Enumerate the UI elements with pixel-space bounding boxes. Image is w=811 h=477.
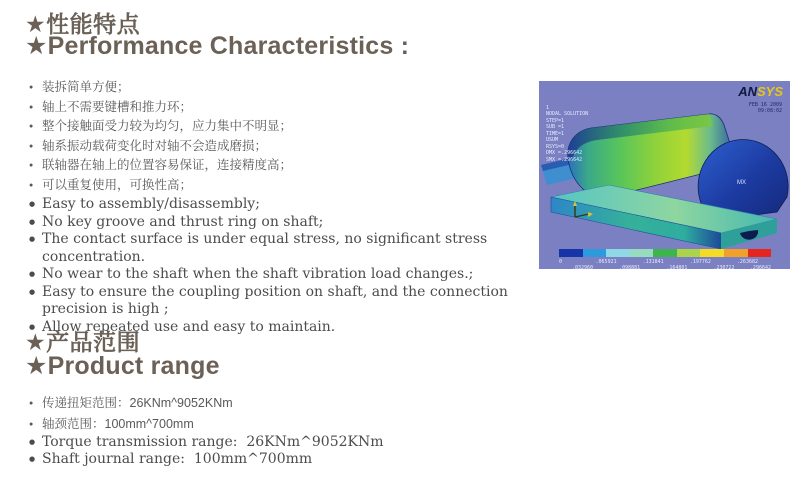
colorbar-label: .164801 <box>666 265 688 269</box>
performance-bullets-en <box>29 196 529 336</box>
bullet-item-en: ● Easy to ensure the coupling position on shaft, and the connection precision is high ; <box>29 284 529 319</box>
bullet-item-zh: ● 可以重复使用，可换性高； <box>29 176 509 196</box>
colorbar-segment <box>630 249 654 257</box>
ansys-header-text <box>546 85 588 163</box>
ansys-simulation-image <box>539 81 790 269</box>
colorbar-label: 0 <box>559 259 563 265</box>
colorbar-label: .197762 <box>689 259 711 265</box>
colorbar-segment <box>748 249 772 257</box>
colorbar-label: .230722 <box>713 265 735 269</box>
ansys-header-line: STEP=1 <box>546 117 565 124</box>
colorbar-label: .131841 <box>642 259 664 265</box>
bullet-item-zh: ● 轴上不需要键槽和推力环； <box>29 98 509 118</box>
performance-bullets-zh <box>29 78 509 195</box>
bullet-item-en: ● Allow repeated use and easy to maintain. <box>29 319 529 337</box>
ansys-logo-sys: SYS <box>756 84 783 99</box>
bullet-item-zh: ● 联轴器在轴上的位置容易保证，连接精度高； <box>29 156 509 176</box>
bullet-item-zh: ● 轴颈范围：100mm^700mm <box>29 414 449 435</box>
colorbar-segment <box>677 249 701 257</box>
bullet-item-zh: ● 整个接触面受力较为均匀，应力集中不明显； <box>29 117 509 137</box>
colorbar-segment <box>606 249 630 257</box>
colorbar-segment <box>583 249 607 257</box>
bullet-item-en: ● Easy to assembly/disassembly; <box>29 196 529 214</box>
colorbar-label: .032960 <box>571 265 594 269</box>
ansys-header-line: SMX =.296642 <box>546 156 583 163</box>
max-displacement-label: MX <box>737 180 746 186</box>
colorbar-label: .263682 <box>736 259 758 265</box>
bullet-item-en: ● Shaft journal range: 100mm^700mm <box>29 451 479 468</box>
colorbar-labels-bottom <box>559 265 771 269</box>
bullet-item-en: ● No key groove and thrust ring on shaft; <box>29 214 529 232</box>
product-range-bullets-zh <box>29 393 449 435</box>
bullet-item-zh: ● 轴系振动载荷变化时对轴不会造成磨损； <box>29 137 509 157</box>
ansys-time: 09:08:02 <box>757 108 782 114</box>
performance-title-en: ★Performance Characteristics : <box>25 32 410 60</box>
product-range-bullets-en <box>29 434 479 467</box>
colorbar-segment <box>700 249 724 257</box>
ansys-header-line: NODAL SOLUTION <box>546 111 589 117</box>
bullet-item-en: ● Torque transmission range: 26KNm^9052KNm <box>29 434 479 451</box>
colorbar <box>559 249 771 257</box>
ansys-logo <box>738 85 783 98</box>
colorbar-segment <box>653 249 677 257</box>
ansys-logo-an: AN <box>738 84 757 99</box>
colorbar-label: .065921 <box>595 259 617 265</box>
ansys-header-line: SUB =1 <box>546 124 565 130</box>
colorbar-label: .098881 <box>619 265 641 269</box>
bullet-item-zh: ● 传递扭矩范围：26KNm^9052KNm <box>29 393 449 414</box>
ansys-datetime <box>749 102 782 114</box>
ansys-header-line: USUM <box>546 137 559 143</box>
ansys-header-line: RSYS=0 <box>546 143 565 150</box>
bullet-item-zh: ● 装拆简单方便； <box>29 78 509 98</box>
bullet-item-en: ● No wear to the shaft when the shaft vibration load changes.; <box>29 266 529 284</box>
colorbar-segment <box>724 249 748 257</box>
colorbar-label: .296642 <box>749 265 771 269</box>
ansys-header-line: 1 <box>546 104 550 111</box>
product-range-title-en: ★Product range <box>25 352 220 380</box>
ansys-header-line: DMX =.296642 <box>546 150 583 156</box>
product-range-title-zh: ★产品范围 <box>25 329 141 355</box>
ansys-header-line: TIME=1 <box>546 130 565 137</box>
colorbar-segment <box>559 249 583 257</box>
bullet-item-en: ● The contact surface is under equal stress, no significant stress concentration. <box>29 231 529 266</box>
ansys-date: FEB 16 2009 <box>748 102 782 108</box>
performance-title-zh: ★性能特点 <box>25 11 141 37</box>
